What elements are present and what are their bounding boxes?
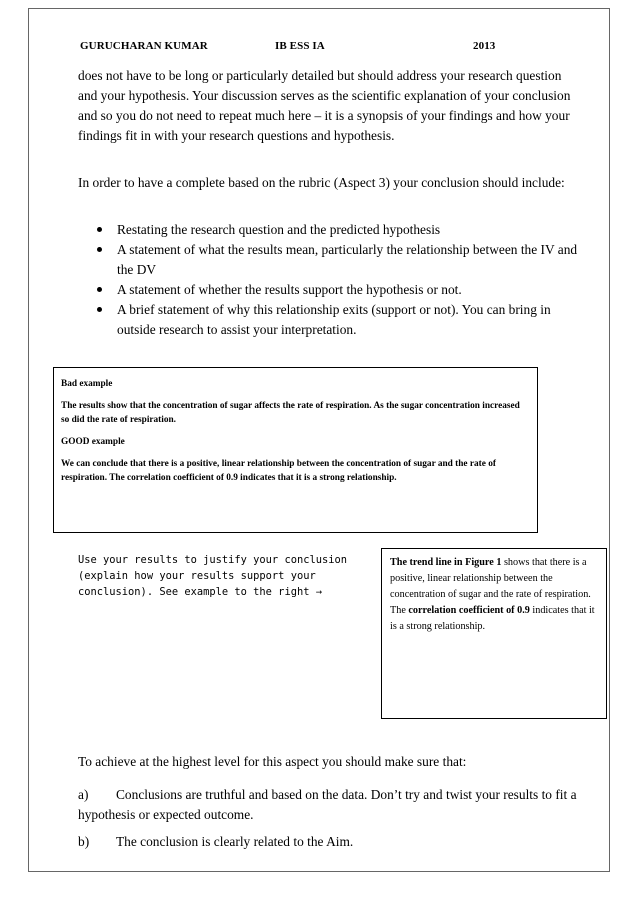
criterion-b	[78, 832, 578, 852]
side-example-bold-1: The trend line in Figure 1	[390, 557, 502, 568]
bad-example-text: The results show that the concentration of sugar affects the rate of respiration. As the sugar concentration increased so did the rate of respiration.	[61, 401, 520, 425]
good-example-heading: GOOD example	[61, 437, 125, 447]
justify-note: Use your results to justify your conclusion (explain how your results support your conclusion). See example to the right →	[78, 554, 347, 598]
list-item: A statement of what the results mean, particularly the relationship between the IV and the DV	[78, 240, 578, 280]
list-item: Restating the research question and the predicted hypothesis	[78, 220, 578, 240]
bad-example-heading: Bad example	[61, 379, 113, 389]
side-example-box	[381, 548, 607, 719]
criterion-text: Conclusions are truthful and based on the data. Don’t try and twist your results to fit a hypothesis or expected outcome.	[78, 787, 577, 822]
header-author: GURUCHARAN KUMAR	[80, 40, 208, 52]
highest-level-paragraph: To achieve at the highest level for this aspect you should make sure that:	[78, 754, 467, 769]
conclusion-checklist	[78, 220, 578, 340]
criterion-label: b)	[78, 834, 90, 849]
side-example-text-2: indicates that it is a strong relationship.	[390, 605, 595, 632]
side-example-bold-2: correlation coefficient of 0.9	[408, 605, 530, 616]
side-example-text-1: shows that there is a positive, linear relationship between the concentration of sugar and the rate of respiration. The	[390, 557, 591, 616]
header-year: 2013	[473, 40, 496, 52]
intro-paragraph: does not have to be long or particularly detailed but should address your research question and your hypothesis. Your discussion serves as the scientific explanation of your conclusion and so you do not need to repeat much here – it is a synopsis of your findings and how your findings fit in with your research questions and hypothesis.	[78, 68, 571, 143]
criterion-text: The conclusion is clearly related to the Aim.	[116, 834, 354, 849]
header-course: IB ESS IA	[275, 40, 325, 52]
criterion-label: a)	[78, 787, 89, 802]
good-example-text: We can conclude that there is a positive, linear relationship between the concentration of sugar and the rate of respiration. The correlation coefficient of 0.9 indicates that it is a strong relationship.	[61, 459, 496, 483]
list-item: A brief statement of why this relationship exits (support or not). You can bring in outside research to assist your interpretation.	[78, 300, 578, 340]
example-box	[53, 367, 538, 533]
rubric-paragraph: In order to have a complete based on the rubric (Aspect 3) your conclusion should include:	[78, 175, 565, 190]
list-item: A statement of whether the results support the hypothesis or not.	[78, 280, 578, 300]
criterion-a	[78, 785, 578, 825]
